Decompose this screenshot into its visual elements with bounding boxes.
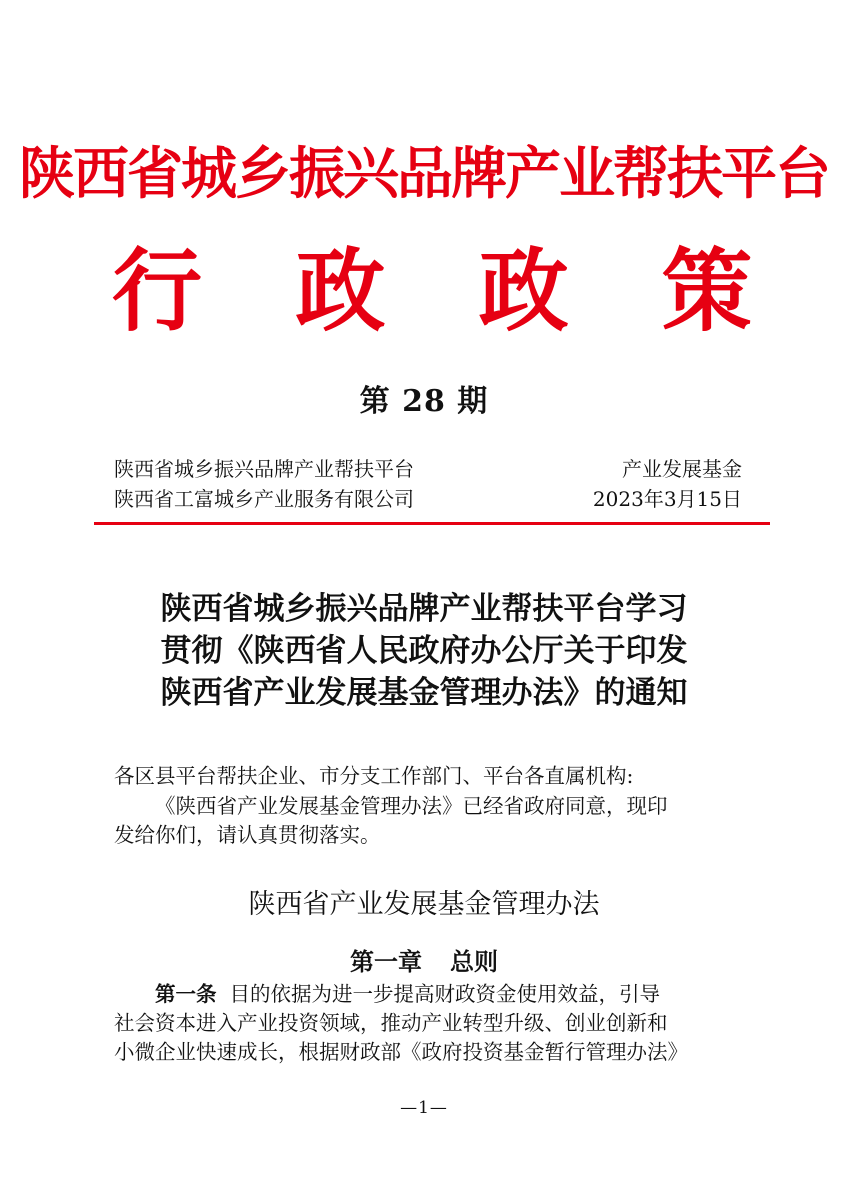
header-divider [94,522,770,525]
department-label: 产业发展基金 [622,457,742,481]
measures-title: 陕西省产业发展基金管理办法 [248,889,600,920]
chapter-name: 总则 [450,948,498,976]
article-1 [114,980,754,1067]
article-line: 社会资本进入产业投资领域，推动产业转型升级、创业创新和 [114,1011,668,1035]
issuer-line: 陕西省城乡振兴品牌产业帮扶平台 [114,457,414,481]
org-title: 陕西省城乡振兴品牌产业帮扶平台 [19,141,829,207]
issue-number: 第 28 期 [359,384,489,419]
doc-type-heading [112,236,752,346]
article-line [114,980,754,1009]
notice-title-line: 陕西省城乡振兴品牌产业帮扶平台学习 [160,591,688,627]
doc-type-char: 策 [661,238,752,344]
doc-type-char: 政 [478,238,569,344]
issue-date: 2023年3月15日 [592,487,742,511]
chapter-number: 第一章 [350,948,422,976]
page-number: —1— [400,1098,448,1118]
article-text: 目的依据为进一步提高财政资金使用效益，引导 [229,982,661,1006]
article-label: 第一条 [155,982,217,1006]
date-block [593,454,742,514]
paragraph-line: 发给你们，请认真贯彻落实。 [114,823,381,847]
notice-title [0,588,848,714]
article-line: 小微企业快速成长，根据财政部《政府投资基金暂行管理办法》 [114,1040,688,1064]
doc-type-char: 行 [112,238,202,344]
paragraph-line: 《陕西省产业发展基金管理办法》已经省政府同意，现印 [155,794,668,818]
notice-title-line: 贯彻《陕西省人民政府办公厅关于印发 [160,633,688,669]
doc-type-char: 政 [295,238,386,344]
issuer-block [114,454,414,514]
notice-paragraph [114,792,754,850]
addressee: 各区县平台帮扶企业、市分支工作部门、平台各直属机构: [114,764,634,788]
issuer-line: 陕西省工富城乡产业服务有限公司 [114,487,414,511]
chapter-heading [0,945,848,979]
notice-title-line: 陕西省产业发展基金管理办法》的通知 [160,675,688,711]
